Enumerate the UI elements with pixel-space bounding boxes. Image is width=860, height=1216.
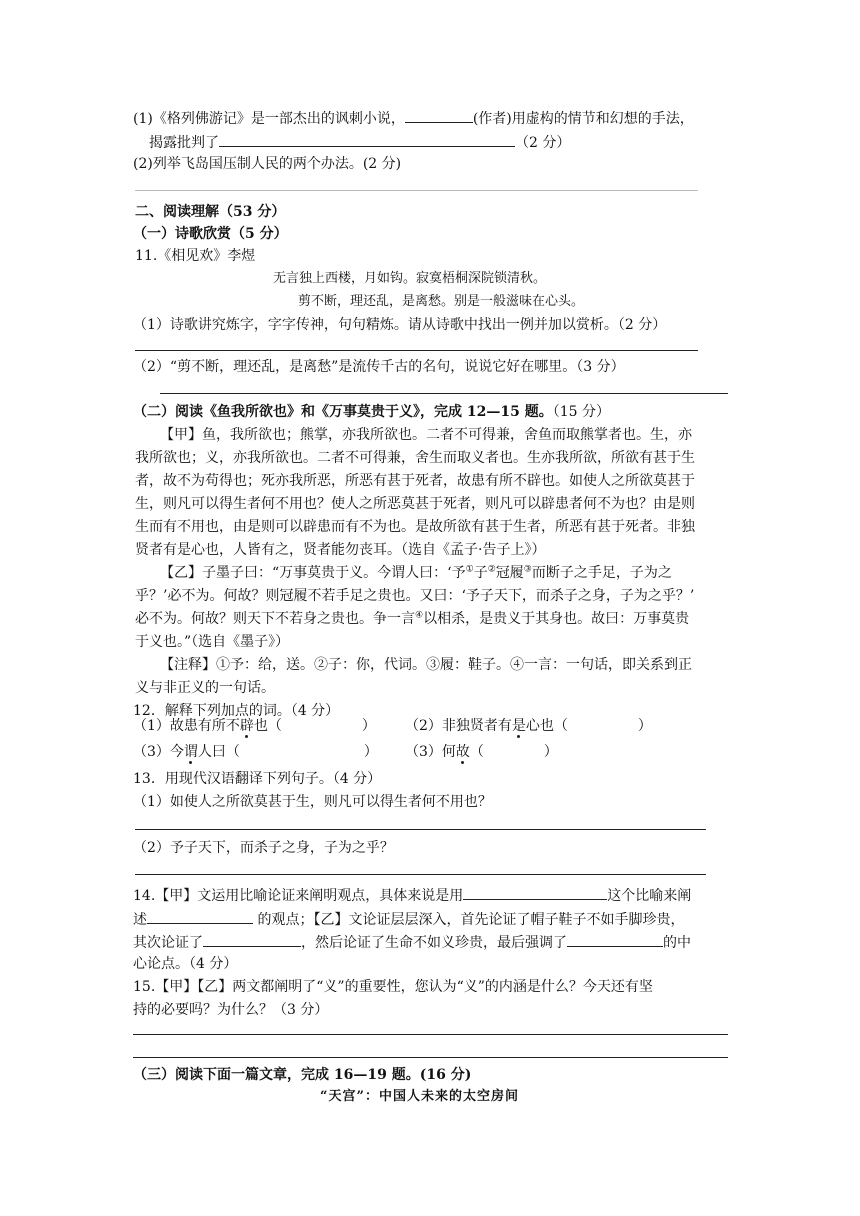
subsection-title: （二）阅读《鱼我所欲也》和《万事莫贵于义》，完成 12—15 题。 (133, 404, 553, 420)
question-13: 13．用现代汉语翻译下列句子。（4 分） (133, 771, 382, 787)
article-title: “天宫”：中国人未来的太空房间 (320, 1089, 519, 1104)
q12-text: （1）故患有所不 (133, 718, 240, 734)
answer-blank[interactable] (463, 885, 607, 900)
question-12: 12．解释下列加点的词。（4 分） (133, 703, 340, 719)
question-14-line1 (133, 885, 691, 905)
passage-yi-line: 于义也。”（选自《墨子》） (135, 634, 290, 650)
passage-text: 以相杀，是贵义于其身也。故曰：万事莫贵 (423, 611, 690, 627)
q13-sentence-2: （2）予子天下，而杀子之身，子为之乎？ (133, 840, 394, 856)
section-heading: 二、阅读理解（53 分） (135, 204, 286, 220)
passage-text: 必不为。何故？则天下不若身之贵也。争一言 (135, 611, 415, 627)
score-text: （15 分） (552, 404, 610, 420)
passage-jia-line: 者，故不为苟得也；死亦我所恶，所恶有甚于死者，故患有所不辟也。如使人之所欲莫甚于 (135, 473, 695, 489)
answer-blank[interactable] (147, 909, 253, 924)
question-11-2: （2）“剪不断，理还乱，是离愁”是流传千古的名句，说说它好在哪里。（3 分） (133, 359, 625, 375)
q12-text: （ (469, 744, 484, 760)
footnote-mark: ② (487, 564, 496, 575)
q12-text: （2）非独贤者有 (405, 718, 512, 734)
passage-yi-line (160, 564, 672, 582)
subsection-heading (133, 403, 610, 421)
q12-item-4 (405, 743, 558, 761)
q12-item-2 (405, 717, 652, 735)
score-text: （2 分） (515, 135, 571, 151)
passage-jia-line: 我所欲也；义，亦我所欲也。二者不可得兼，舍生而取义者也。生亦我所欲，所欲有甚于生 (135, 450, 695, 466)
subsection-heading: （一）诗歌欣赏（5 分） (133, 226, 288, 242)
question-14-line4: 心论点。（4 分） (133, 956, 238, 972)
q-gulliver-line2 (149, 132, 570, 152)
dotted-word: 故 (455, 744, 470, 760)
passage-yi-line (135, 610, 689, 628)
q14-text: 14.【甲】文运用比喻论证来阐明观点，具体来说是用 (133, 888, 464, 904)
question-15-line2: 持的必要吗？为什么？（3 分） (133, 1002, 329, 1018)
q-gulliver-line1 (133, 108, 694, 128)
q-gulliver-text: (1)《格列佛游记》是一部杰出的讽刺小说， (133, 111, 405, 127)
annotation-line: 【注释】①予：给，送。②子：你，代词。③履：鞋子。④一言：一句话，即关系到正 (160, 657, 692, 673)
question-14-line2 (133, 909, 684, 929)
question-15-line1: 15.【甲】【乙】两文都阐明了“义”的重要性，您认为“义”的内涵是什么？今天还有坚 (133, 979, 653, 995)
poem-line: 剪不断，理还乱，是离愁。别是一般滋味在心头。 (298, 294, 585, 309)
passage-text: 而断子之手足，子为之 (531, 565, 672, 581)
q12-text: 也（ (253, 718, 282, 734)
answer-line (133, 1034, 728, 1035)
answer-blank[interactable] (203, 932, 301, 947)
q14-text: 的中 (663, 935, 691, 951)
passage-jia-line: 生而有不用也，由是则可以辟患而有不为也。是故所欲有甚于生者，所恶有甚于死者。非独 (135, 519, 695, 535)
q12-text: ） (637, 718, 652, 734)
q12-item-1 (133, 717, 376, 735)
q12-text: ） (363, 744, 378, 760)
passage-text: 冠履 (495, 565, 524, 581)
q14-text: 其次论证了 (133, 935, 203, 951)
dotted-word: 是 (511, 718, 526, 734)
q14-text: 述 (133, 912, 147, 928)
q12-text: ） (543, 744, 558, 760)
q12-text: （3）今 (133, 744, 184, 760)
question-11: 11.《相见欢》李煜 (135, 248, 256, 264)
answer-blank[interactable] (567, 932, 663, 947)
q12-item-3 (133, 743, 378, 761)
subsection-heading: （三）阅读下面一篇文章，完成 16—19 题。(16 分) (133, 1067, 472, 1083)
passage-yi-line: 乎？’必不为。何故？则冠履不若手足之贵也。又曰：‘予子天下，而杀子之身，子为之乎？’ (135, 588, 695, 604)
answer-line (133, 1057, 728, 1058)
q13-sentence-1: （1）如使人之所欲莫甚于生，则凡可以得生者何不用也？ (133, 794, 492, 810)
answer-blank[interactable] (219, 132, 515, 147)
question-11-1: （1）诗歌讲究炼字，字字传神，句句精炼。请从诗歌中找出一例并加以赏析。（2 分） (133, 317, 667, 333)
passage-text: 子 (473, 565, 488, 581)
q14-text: 的观点；【乙】文论证层层深入，首先论证了帽子鞋子不如手脚珍贵， (253, 912, 685, 928)
footnote-mark: ③ (523, 564, 532, 575)
poem-line: 无言独上西楼，月如钩。寂寞梧桐深院锁清秋。 (273, 271, 547, 286)
answer-line (135, 874, 706, 875)
q12-text: 人曰（ (197, 744, 240, 760)
q-gulliver-line3: (2)列举飞岛国压制人民的两个办法。(2 分) (133, 156, 402, 172)
answer-line (135, 829, 706, 830)
footnote-mark: ④ (415, 610, 424, 621)
question-14-line3 (133, 932, 691, 952)
author-blank[interactable] (405, 108, 473, 123)
passage-jia-line: 生，则凡可以得生者何不用也？使人之所恶莫甚于死者，则凡可以辟患者何不为也？由是则 (135, 496, 695, 512)
annotation-line: 义与非正义的一句话。 (135, 680, 275, 696)
q14-text: 这个比喻来阐 (607, 888, 692, 904)
q-gulliver-text: 揭露批判了 (149, 135, 219, 151)
passage-jia-line: 贤者有是心也，人皆有之，贤者能勿丧耳。（选自《孟子·告子上》） (135, 542, 546, 558)
answer-line (160, 393, 728, 394)
dotted-word: 辟 (239, 718, 254, 734)
q-gulliver-text: (作者)用虚构的情节和幻想的手法， (472, 111, 694, 127)
q14-text: ，然后论证了生命不如义珍贵，最后强调了 (301, 935, 567, 951)
answer-line (135, 190, 698, 191)
q12-text: （3）何 (405, 744, 456, 760)
passage-text: 【乙】子墨子曰：“万事莫贵于义。今谓人曰：‘予 (160, 565, 466, 581)
q12-text: ） (361, 718, 376, 734)
footnote-mark: ① (465, 564, 474, 575)
dotted-word: 谓 (183, 744, 198, 760)
answer-line (135, 350, 698, 351)
q12-text: 心也（ (525, 718, 568, 734)
passage-jia-line: 【甲】鱼，我所欲也；熊掌，亦我所欲也。二者不可得兼，舍鱼而取熊掌者也。生，亦 (160, 427, 692, 443)
